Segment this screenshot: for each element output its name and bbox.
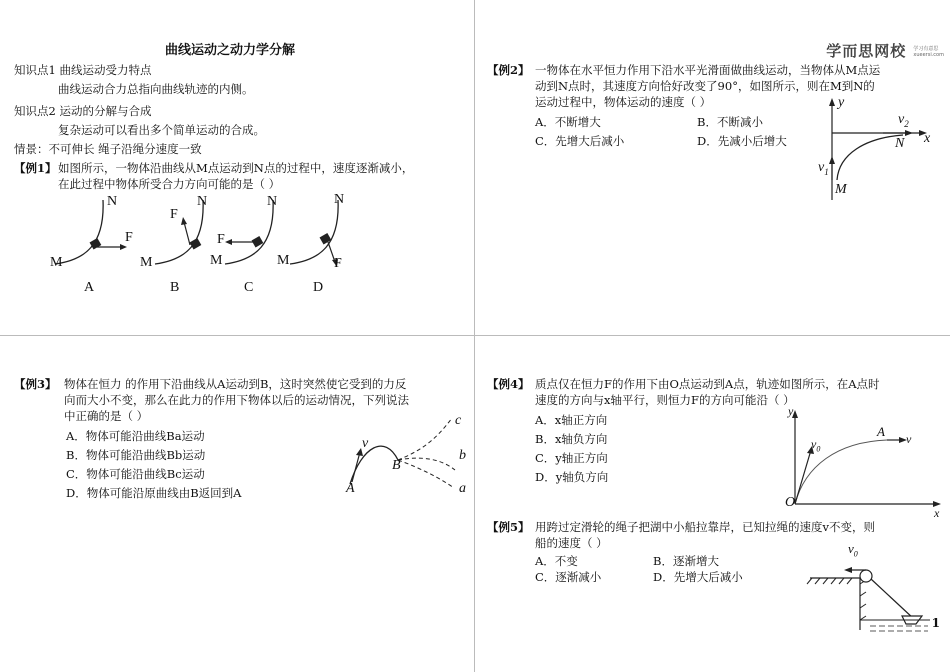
ex1-option-b: B: [170, 280, 180, 295]
ex2-v2-label: [898, 112, 909, 129]
ex5-label: 【例5】: [487, 520, 530, 534]
ex1-question-line2: 在此过程中物体所受合力方向可能的是（ ）: [58, 177, 281, 191]
ex3-a-label: A: [346, 481, 355, 496]
ex2-n-label: N: [895, 136, 905, 151]
ex2-option-d[interactable]: D．先减小后增大: [697, 134, 787, 148]
ex1-b-f-label: F: [170, 207, 178, 222]
ex4-x-axis-label: x: [934, 506, 940, 520]
quadrant-top-left: [0, 0, 475, 336]
ex5-question-line1: 用跨过定滑轮的绳子把湖中小船拉靠岸，已知拉绳的速度v不变，则: [535, 520, 875, 534]
kp1-heading: 知识点1 曲线运动受力特点: [14, 63, 152, 77]
ex2-v1-label: [818, 160, 829, 177]
logo-main-text: 学而思网校: [826, 42, 907, 60]
ex3-question-line3: 中正确的是（ ）: [64, 409, 149, 423]
ex2-y-axis-label: y: [838, 95, 845, 110]
ex1-d-m-label: M: [277, 253, 290, 268]
ex1-figure-a: [45, 190, 155, 300]
quadrant-bottom-right: [475, 336, 950, 672]
ex5-v0-sub: 0: [853, 549, 858, 559]
kp2-heading: 知识点2 运动的分解与合成: [14, 104, 152, 118]
ex2-option-a[interactable]: A．不断增大: [535, 115, 601, 129]
ex5-question-line2: 船的速度（ ）: [535, 536, 608, 550]
ex1-d-f-label: F: [334, 256, 342, 271]
xueersi-logo: [826, 40, 944, 61]
ex3-curve-a-label: a: [459, 481, 466, 496]
ex4-option-b[interactable]: B．x轴负方向: [535, 432, 608, 446]
ex1-c-n-label: N: [267, 194, 278, 209]
ex3-question-line1: 物体在恒力 的作用下沿曲线从A运动到B，这时突然使它受到的力反: [64, 377, 407, 391]
ex4-option-c[interactable]: C．y轴正方向: [535, 451, 608, 465]
ex1-option-a: A: [84, 280, 95, 295]
ex2-v1-sub: 1: [824, 166, 829, 177]
ex3-option-a[interactable]: A．物体可能沿曲线Ba运动: [66, 429, 205, 443]
ex4-option-d[interactable]: D．y轴负方向: [535, 470, 609, 484]
ex1-label: 【例1】: [14, 161, 57, 175]
ex4-v-label: v: [906, 432, 912, 446]
ex4-a-label: A: [877, 424, 885, 439]
ex1-a-f-label: F: [125, 230, 133, 245]
ex2-x-axis-label: x: [924, 131, 931, 146]
ex4-option-a[interactable]: A．x轴正方向: [535, 413, 608, 427]
ex3-curve-c-label: c: [455, 413, 462, 428]
ex3-option-c[interactable]: C．物体可能沿曲线Bc运动: [66, 467, 205, 481]
ex2-label: 【例2】: [487, 63, 530, 77]
ex1-c-m-label: M: [210, 253, 223, 268]
ex1-a-n-label: N: [107, 194, 118, 209]
kp1-body: 曲线运动合力总指向曲线轨迹的内侧。: [58, 82, 254, 96]
ex4-label: 【例4】: [487, 377, 530, 391]
ex2-v2-sub: 2: [904, 118, 909, 129]
ex2-question-line1: 一物体在水平恒力作用下沿水平光滑面做曲线运动，当物体从M点运: [535, 63, 881, 77]
ex2-v1-symbol: v: [818, 160, 825, 175]
ex1-c-f-label: F: [217, 232, 225, 247]
page-number: 1: [931, 616, 940, 630]
ex5-option-a[interactable]: A．不变: [535, 554, 578, 568]
ex1-a-m-label: M: [50, 255, 63, 270]
ex1-b-m-label: M: [140, 255, 153, 270]
ex3-question-line2: 向而大小不变，那么在此力的作用下物体以后的运动情况，下列说法: [64, 393, 409, 407]
scenario-text: 情景：不可伸长 绳子沿绳分速度一致: [14, 142, 202, 156]
ex2-question-line3: 运动过程中，物体运动的速度（ ）: [535, 95, 712, 109]
ex4-y-axis-label: y: [788, 404, 794, 418]
ex3-figure: [340, 406, 470, 496]
kp2-body: 复杂运动可以看出多个简单运动的合成。: [58, 123, 265, 137]
logo-sub-text: [913, 46, 944, 58]
ex1-question-line1: 如图所示，一物体沿曲线从M点运动到N点的过程中，速度逐渐减小，: [58, 161, 414, 175]
logo-sub-bottom: xueersi.com: [913, 51, 944, 58]
ex3-option-d[interactable]: D．物体可能沿原曲线由B返回到A: [66, 486, 242, 500]
ex4-v0-symbol: v: [811, 437, 817, 451]
ex4-v0-label: [811, 437, 820, 453]
ex2-question-line2: 动到N点时，其速度方向恰好改变了90°，如图所示，则在M到N的: [535, 79, 875, 93]
ex4-figure: [787, 406, 947, 516]
ex4-origin-label: O: [785, 495, 796, 510]
ex2-option-b[interactable]: B．不断减小: [697, 115, 763, 129]
ex1-option-d: D: [313, 280, 324, 295]
ex3-b-label: B: [392, 458, 401, 473]
ex5-option-b[interactable]: B．逐渐增大: [653, 554, 719, 568]
ex4-question-line2: 速度的方向与x轴平行，则恒力F的方向可能沿（ ）: [535, 393, 795, 407]
ex5-option-c[interactable]: C．逐渐减小: [535, 570, 602, 584]
ex3-label: 【例3】: [14, 377, 57, 391]
ex1-b-n-label: N: [197, 194, 208, 209]
ex2-v2-symbol: v: [898, 112, 905, 127]
ex3-curve-b-label: b: [459, 448, 466, 463]
ex5-v0-symbol: v: [848, 541, 854, 556]
ex5-figure: [810, 546, 930, 636]
ex4-v0-sub: 0: [816, 444, 821, 454]
quadrant-top-right: [475, 0, 950, 336]
ex1-d-n-label: N: [334, 192, 345, 207]
ex3-v-label: v: [362, 436, 369, 451]
ex1-option-c: C: [244, 280, 254, 295]
ex5-v0-label: [848, 541, 858, 559]
ex3-option-b[interactable]: B．物体可能沿曲线Bb运动: [66, 448, 206, 462]
quadrant-bottom-left: [0, 336, 475, 672]
ex4-question-line1: 质点仅在恒力F的作用下由O点运动到A点，轨迹如图所示，在A点时: [535, 377, 880, 391]
page-title: 曲线运动之动力学分解: [165, 43, 296, 58]
ex5-option-d[interactable]: D．先增大后减小: [653, 570, 743, 584]
logo-sub-top: 学习有意思: [913, 45, 939, 52]
ex2-m-label: M: [835, 182, 847, 197]
ex2-option-c[interactable]: C．先增大后减小: [535, 134, 625, 148]
